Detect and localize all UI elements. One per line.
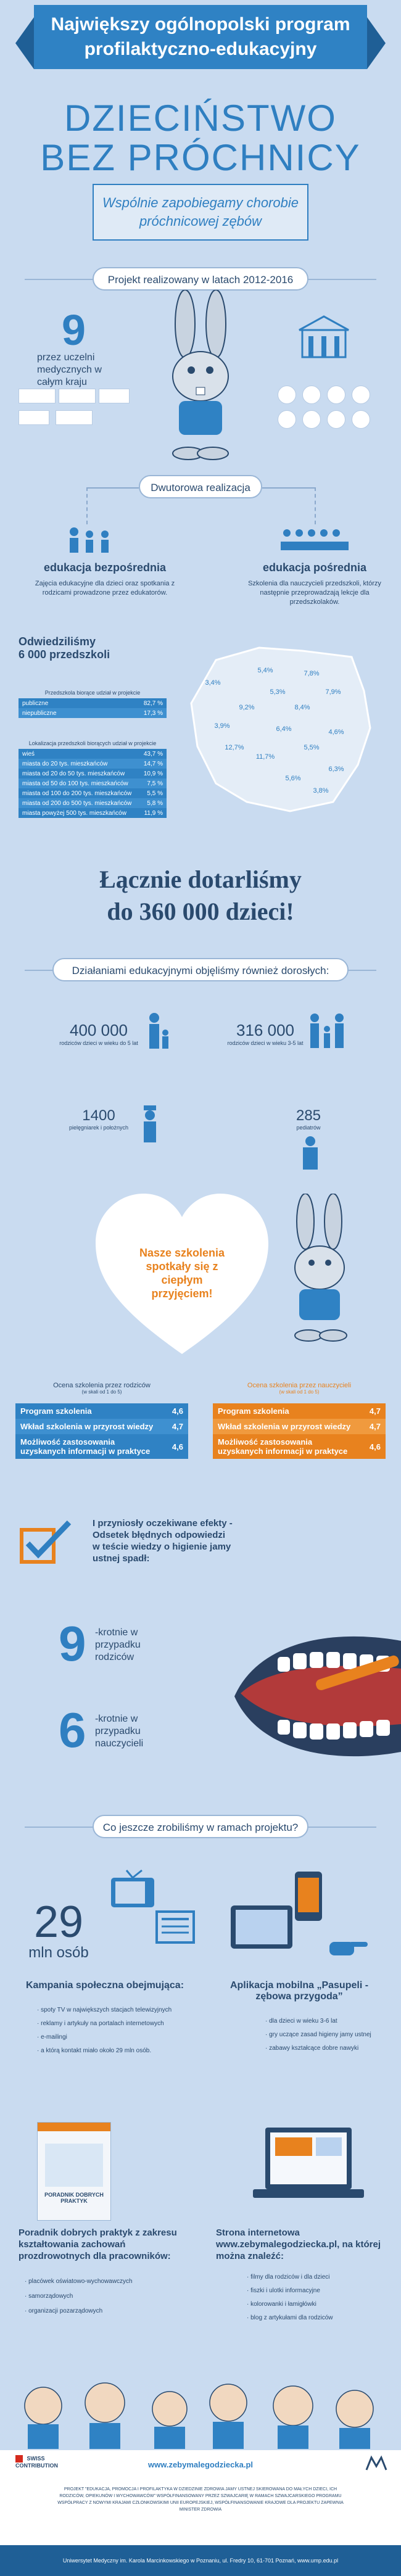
- indirect-education: [234, 561, 395, 607]
- audience-icon: [278, 524, 352, 555]
- logo: [19, 410, 49, 425]
- adults-item: [68, 1107, 130, 1131]
- newspaper-icon: [154, 1909, 197, 1946]
- kindergartens-visited: [19, 635, 167, 661]
- hand-pointing-icon: [327, 1931, 370, 1962]
- checkbox-icon: [19, 1517, 74, 1567]
- teachers-score-sub: (w skali od 1 do 5): [279, 1389, 320, 1395]
- logo: [99, 389, 130, 403]
- row-label: Program szkolenia: [213, 1403, 356, 1419]
- family-icon: [305, 1012, 349, 1055]
- row-label: Możliwość zastosowania uzyskanych informacji w praktyce: [15, 1434, 159, 1459]
- title-line-1: DZIECIŃSTWO: [64, 97, 337, 139]
- university-icon: [296, 312, 352, 361]
- teachers-score-table: [213, 1403, 386, 1459]
- app-list: [216, 2015, 382, 2055]
- adults-text: pediatrów: [296, 1125, 321, 1131]
- logo: [19, 389, 56, 403]
- universities-text: przez uczelni medycznych w całym kraju: [37, 352, 102, 387]
- campaign-title: Kampania społeczna obejmująca:: [25, 1980, 184, 1991]
- parent-child-icon: [142, 1012, 173, 1055]
- footer-address: Uniwersytet Medyczny im. Karola Marcinkowskiego w Poznaniu, ul. Fredry 10, 61-701 Poznań, www.ump.edu.pl: [0, 2545, 401, 2576]
- direct-text: Zajęcia edukacyjne dla dzieci oraz spotkania z rodzicami prowadzone przez edukatorów.: [35, 580, 175, 597]
- table-row: [213, 1434, 386, 1459]
- effect-teachers-text: -krotnie w przypadku nauczycieli: [94, 1714, 144, 1749]
- table-row: [19, 778, 167, 788]
- adults-item: [56, 1021, 142, 1046]
- map-region-value: 9,2%: [239, 704, 255, 711]
- row-label: wieś: [19, 749, 136, 759]
- map-region-value: 12,7%: [225, 744, 244, 751]
- adults-num: 285: [296, 1107, 321, 1124]
- adults-num: 1400: [82, 1107, 115, 1124]
- effect-teachers: [59, 1703, 213, 1757]
- university-seal: [278, 410, 296, 429]
- row-value: 43,7 %: [136, 749, 167, 759]
- heart-text: Nasze szkolenia spotkały się z ciepłym przyjęciem!: [139, 1247, 225, 1300]
- university-seal: [302, 410, 321, 429]
- banner-text: Największy ogólnopolski program profilaktyczno-edukacyjny: [51, 14, 350, 59]
- list-item: · fiszki i ulotki informacyjne: [247, 2287, 320, 2294]
- row-value: 10,9 %: [136, 769, 167, 778]
- children-illustration: [0, 2375, 401, 2449]
- list-item: · filmy dla rodziców i dla dzieci: [247, 2274, 330, 2281]
- title-line-2: BEZ PRÓCHNICY: [40, 137, 361, 178]
- tv-icon: [108, 1869, 157, 1912]
- university-seal: [352, 386, 370, 404]
- table-row: [19, 798, 167, 808]
- table-row: [213, 1419, 386, 1434]
- list-item: · samorządowych: [25, 2293, 73, 2300]
- laptop-icon: [247, 2125, 370, 2205]
- row-value: 4,7: [356, 1403, 386, 1419]
- map-region-value: 3,9%: [214, 722, 230, 730]
- divider: [262, 487, 315, 489]
- indirect-text: Szkolenia dla nauczycieli przedszkoli, którzy następnie przeprowadzają lekcje dla przedszkolaków.: [248, 580, 381, 606]
- list-item: · a którą kontakt miało około 29 mln osób.: [37, 2047, 152, 2054]
- app-title: Aplikacja mobilna „Pasupeli - zębowa przygoda”: [229, 1980, 369, 2002]
- table-row: [213, 1403, 386, 1419]
- list-item: · reklamy i artykuły na portalach internetowych: [37, 2020, 164, 2027]
- row-label: miasta od 50 do 100 tys. mieszkańców: [19, 778, 136, 788]
- more-title: Co jeszcze zrobiliśmy w ramach projektu?: [93, 1815, 308, 1838]
- guide-block: [19, 2227, 191, 2319]
- kindergartens-count: 6 000 przedszkoli: [19, 648, 110, 661]
- university-seal: [327, 386, 345, 404]
- direct-education: [25, 561, 185, 598]
- parents-score-table: [15, 1403, 188, 1459]
- kindergarten-location-table: [19, 749, 167, 818]
- university-seal: [327, 410, 345, 429]
- poland-map: [179, 642, 382, 820]
- table-row: [15, 1419, 188, 1434]
- indirect-title: edukacja pośrednia: [262, 561, 367, 574]
- effect-parents-num: 9: [59, 1616, 86, 1671]
- adults-title: Działaniami edukacyjnymi objęliśmy również dorosłych:: [52, 958, 349, 981]
- dashed-line: [86, 487, 88, 524]
- divider: [86, 487, 139, 489]
- effect-parents: [59, 1616, 213, 1671]
- effects-text: I przyniosły oczekiwane efekty - Odsetek błędnych odpowiedzi w teście wiedzy o higienie jamy ustnej spadł:: [93, 1518, 233, 1564]
- row-value: 4,7: [356, 1419, 386, 1434]
- row-label: niepubliczne: [19, 708, 136, 718]
- row-value: 82,7 %: [136, 698, 167, 708]
- main-title: [0, 99, 401, 178]
- university-seal: [278, 386, 296, 404]
- map-region-value: 5,3%: [270, 688, 286, 696]
- row-label: miasta od 200 do 500 tys. mieszkańców: [19, 798, 136, 808]
- parents-score-title: Ocena szkolenia przez rodziców: [53, 1382, 151, 1389]
- reach-29: [19, 1897, 99, 1962]
- list-item: · zabawy kształcące dobre nawyki: [265, 2045, 359, 2052]
- list-item: · organizacji pozarządowych: [25, 2308, 103, 2314]
- table-row: [15, 1403, 188, 1419]
- guide-title: Poradnik dobrych praktyk z zakresu kształtowania zachowań prozdrowotnych dla pracowników:: [19, 2227, 177, 2261]
- teachers-score-title: Ocena szkolenia przez nauczycieli: [247, 1382, 352, 1389]
- reach-headline: [0, 864, 401, 928]
- header-banner: [34, 5, 367, 69]
- kindergarten-type-table: [19, 698, 167, 718]
- row-label: miasta od 20 do 50 tys. mieszkańców: [19, 769, 136, 778]
- row-label: publiczne: [19, 698, 136, 708]
- direct-title: edukacja bezpośrednia: [43, 561, 167, 574]
- map-region-value: 7,8%: [304, 670, 320, 677]
- project-period: Projekt realizowany w latach 2012-2016: [93, 267, 308, 291]
- row-value: 5,5 %: [136, 788, 167, 798]
- logo: [59, 389, 96, 403]
- universities-block: [37, 308, 130, 389]
- list-item: · blog z artykułami dla rodziców: [247, 2314, 333, 2321]
- row-label: miasta od 100 do 200 tys. mieszkańców: [19, 788, 136, 798]
- row-value: 17,3 %: [136, 708, 167, 718]
- list-item: · gry uczące zasad higieny jamy ustnej: [265, 2031, 371, 2038]
- list-item: · e-mailingi: [37, 2034, 67, 2041]
- row-label: Wkład szkolenia w przyrost wiedzy: [15, 1419, 159, 1434]
- list-item: · dla dzieci w wieku 3-6 lat: [265, 2018, 337, 2025]
- reach-29-num: 29: [33, 1897, 84, 1947]
- bunny-waving-icon: [271, 1194, 376, 1348]
- web-block: [216, 2227, 389, 2325]
- guide-book-label: PORADNIK DOBRYCH PRAKTYK: [44, 2192, 104, 2204]
- tagline-box: Wspólnie zapobiegamy chorobie próchnicowej zębów: [93, 184, 308, 241]
- university-seal: [302, 386, 321, 404]
- dual-title: Dwutorowa realizacja: [139, 475, 262, 498]
- bunny-mascot-icon: [148, 290, 253, 469]
- kindergartens-label: Odwiedziliśmy: [19, 635, 96, 648]
- table2-header: Lokalizacja przedszkoli biorących udział w projekcie: [28, 740, 157, 746]
- map-region-value: 7,9%: [325, 688, 341, 696]
- effect-teachers-num: 6: [59, 1703, 86, 1757]
- mouth-toothbrush-icon: [222, 1616, 401, 1777]
- row-label: miasta do 20 tys. mieszkańców: [19, 759, 136, 769]
- row-value: 5,8 %: [136, 798, 167, 808]
- row-value: 11,9 %: [136, 808, 167, 818]
- table-row: [19, 788, 167, 798]
- row-value: 7,5 %: [136, 778, 167, 788]
- ministry-logo-icon: [364, 2455, 389, 2472]
- row-value: 14,7 %: [136, 759, 167, 769]
- map-region-value: 3,8%: [313, 787, 329, 795]
- tablet-icon: [228, 1903, 296, 1952]
- adults-item: [284, 1107, 333, 1131]
- row-label: Wkład szkolenia w przyrost wiedzy: [213, 1419, 356, 1434]
- table-row: [19, 759, 167, 769]
- reach-line-2: do 360 000 dzieci!: [107, 898, 294, 925]
- table-row: [15, 1434, 188, 1459]
- map-region-value: 6,4%: [276, 725, 292, 733]
- table-row: [19, 769, 167, 778]
- row-value: 4,6: [159, 1434, 188, 1459]
- row-value: 4,6: [356, 1434, 386, 1459]
- app-block: [216, 1980, 382, 2055]
- table-row: [19, 749, 167, 759]
- web-title: Strona internetowa www.zebymalegodziecka.pl, na której można znaleźć:: [216, 2227, 381, 2261]
- table-row: [19, 708, 167, 718]
- adults-text: rodziców dzieci w wieku 3-5 lat: [227, 1040, 304, 1046]
- swiss-label: SWISS CONTRIBUTION: [15, 2455, 58, 2469]
- campaign-list: [19, 2004, 191, 2058]
- university-seal: [352, 410, 370, 429]
- map-region-value: 3,4%: [205, 679, 221, 687]
- table1-header: Przedszkola biorące udział w projekcie: [44, 690, 141, 696]
- table-row: [19, 808, 167, 818]
- table-row: [19, 698, 167, 708]
- adults-num: 316 000: [236, 1021, 294, 1039]
- map-region-value: 4,6%: [328, 729, 344, 736]
- reach-line-1: Łącznie dotarliśmy: [99, 865, 302, 893]
- adults-item: [222, 1021, 308, 1046]
- logo: [56, 410, 93, 425]
- doctor-icon: [296, 1135, 325, 1172]
- people-group-icon: [62, 524, 117, 555]
- adults-text: pielęgniarek i położnych: [68, 1125, 129, 1131]
- guide-book-cover: [37, 2122, 111, 2221]
- effect-parents-text: -krotnie w przypadku rodziców: [94, 1627, 141, 1662]
- guide-list: [19, 2274, 191, 2319]
- nurse-icon: [136, 1104, 164, 1145]
- row-value: 4,7: [159, 1419, 188, 1434]
- map-region-value: 5,5%: [304, 744, 320, 751]
- map-region-value: 11,7%: [255, 753, 275, 761]
- map-region-value: 5,6%: [285, 775, 301, 782]
- list-item: · placówek oświatowo-wychowawczych: [25, 2278, 133, 2285]
- map-region-value: 5,4%: [257, 667, 273, 674]
- dashed-line: [315, 487, 316, 524]
- map-region-value: 8,4%: [294, 704, 310, 711]
- adults-text: rodziców dzieci w wieku do 5 lat: [59, 1040, 138, 1046]
- teachers-score-header: [213, 1382, 386, 1395]
- campaign-block: [19, 1980, 191, 2058]
- list-item: · spoty TV w największych stacjach telewizyjnych: [37, 2007, 172, 2013]
- list-item: · kolorowanki i łamigłówki: [247, 2301, 316, 2308]
- footer-url[interactable]: www.zebymalegodziecka.pl: [147, 2460, 253, 2469]
- universities-count: 9: [62, 306, 86, 354]
- parents-score-sub: (w skali od 1 do 5): [81, 1389, 122, 1395]
- parents-score-header: [15, 1382, 188, 1395]
- row-label: miasta powyżej 500 tys. mieszkańców: [19, 808, 136, 818]
- adults-num: 400 000: [70, 1021, 128, 1039]
- row-label: Program szkolenia: [15, 1403, 159, 1419]
- map-region-value: 6,3%: [328, 766, 344, 773]
- footer-disclaimer: PROJEKT "EDUKACJA, PROMOCJA I PROFILAKTYKA W DZIEDZINIE ZDROWIA JAMY USTNEJ SKIEROWANA DO MAŁYCH DZIECI, ICH RODZICÓW, OPIEKUNÓW I WYCHOWAWCÓW" WSPÓŁFINANSOWANY PRZEZ SZWAJCARIĘ W RAMACH SZWAJCARSKIEGO PROGRAMU WSPÓŁPRACY Z NOWYMI KRAJAMI CZŁONKOWSKIMI UNII EUROPEJSKIEJ, WSPÓŁFINANSOWANIE KRAJOWE DLA PROJEKTU ZAPEWNIA MINISTER ZDROWIA: [57, 2487, 344, 2512]
- row-label: Możliwość zastosowania uzyskanych informacji w praktyce: [213, 1434, 356, 1459]
- reach-29-unit: mln osób: [28, 1944, 89, 1961]
- row-value: 4,6: [159, 1403, 188, 1419]
- web-list: [216, 2271, 389, 2325]
